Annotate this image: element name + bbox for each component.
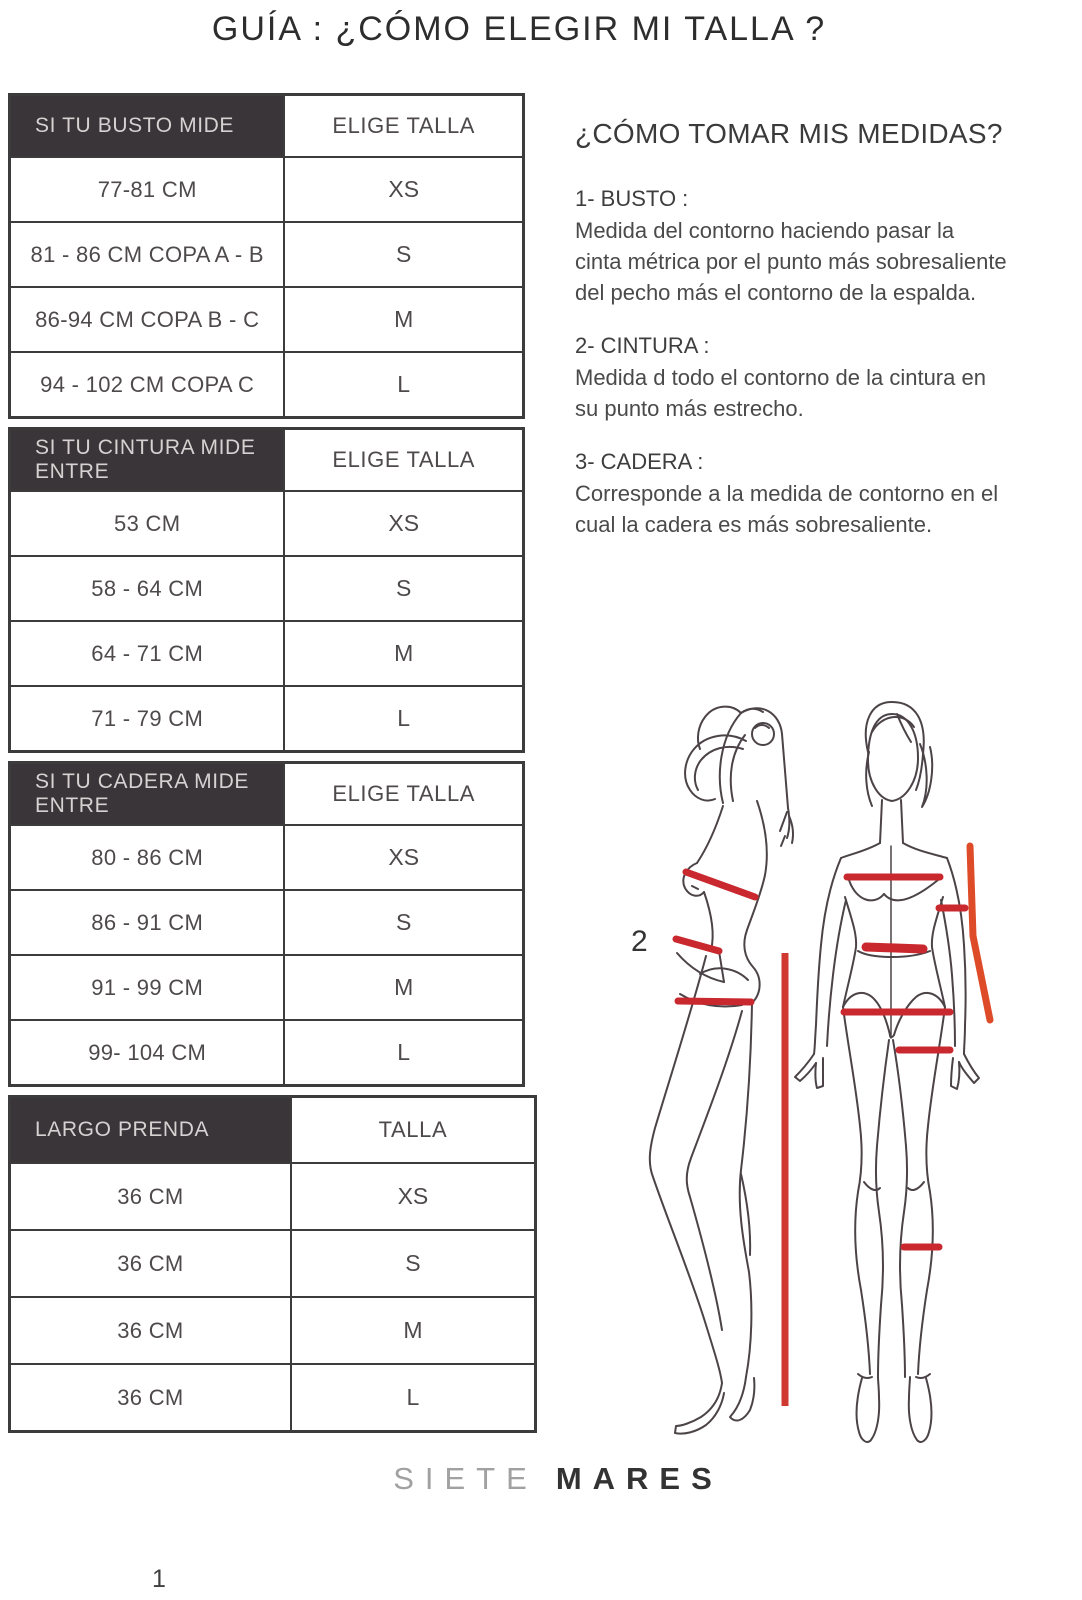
arm-length-line [970, 846, 990, 1020]
table-row [11, 685, 522, 750]
size-value: XS [388, 844, 420, 870]
size-value: L [397, 705, 411, 731]
bust-table-header [11, 96, 522, 156]
size-value: XS [388, 176, 420, 202]
bust-instruction-section [575, 186, 1033, 308]
hip-instruction-label: 3- CADERA : [575, 449, 704, 474]
hip-instruction-section [575, 449, 1033, 540]
size-value: M [403, 1317, 423, 1343]
measure-value: 91 - 99 CM [11, 956, 285, 1019]
table-row [11, 620, 522, 685]
table-row [11, 351, 522, 416]
bust-table-size-header: ELIGE TALLA [332, 113, 476, 138]
measure-value: 99- 104 CM [11, 1021, 285, 1084]
table-row [11, 889, 522, 954]
bust-size-table [8, 93, 525, 419]
size-value: S [396, 909, 412, 935]
waist-table-measure-header: SI TU CINTURA MIDE ENTRE [11, 430, 285, 490]
brand-logo [0, 1461, 1082, 1497]
measure-value: 77-81 CM [11, 158, 285, 221]
table-row [11, 954, 522, 1019]
hip-instruction-line: Corresponde a la medida de contorno en el [575, 481, 999, 506]
measure-value: 36 CM [11, 1298, 292, 1363]
measurement-figures-illustration [560, 680, 1082, 1520]
measure-value: 53 CM [11, 492, 285, 555]
bust-table-measure-header: SI TU BUSTO MIDE [11, 96, 285, 156]
measure-value: 64 - 71 CM [11, 622, 285, 685]
measure-value: 36 CM [11, 1164, 292, 1229]
size-value: M [394, 974, 414, 1000]
waist-instruction-label: 2- CINTURA : [575, 333, 710, 358]
table-row [11, 490, 522, 555]
garment-length-table [8, 1095, 537, 1433]
table-row [11, 1019, 522, 1084]
bust-instruction-label: 1- BUSTO : [575, 186, 689, 211]
table-row [11, 221, 522, 286]
waist-instruction-section [575, 333, 1033, 424]
garment-length-size-header: TALLA [378, 1117, 448, 1142]
measurement-lines [676, 872, 965, 1247]
garment-length-measure-header: LARGO PRENDA [11, 1098, 292, 1162]
hip-table-measure-header: SI TU CADERA MIDE ENTRE [11, 764, 285, 824]
size-value: S [405, 1250, 421, 1276]
size-value: S [396, 241, 412, 267]
size-value: L [397, 1039, 411, 1065]
hip-size-table [8, 761, 525, 1087]
table-row [11, 555, 522, 620]
table-row [11, 1363, 534, 1430]
waist-instruction-line: Medida d todo el contorno de la cintura en [575, 365, 986, 390]
measure-value: 94 - 102 CM COPA C [11, 353, 285, 416]
measure-value: 86-94 CM COPA B - C [11, 288, 285, 351]
waist-table-size-header: ELIGE TALLA [332, 447, 476, 472]
size-value: M [394, 306, 414, 332]
hip-table-size-header: ELIGE TALLA [332, 781, 476, 806]
size-value: L [406, 1384, 420, 1410]
brand-logo-first-word: SIETE [393, 1461, 538, 1496]
waist-size-table [8, 427, 525, 753]
table-row [11, 824, 522, 889]
bust-instruction-line: cinta métrica por el punto más sobresaliente [575, 249, 1007, 274]
waist-table-header [11, 430, 522, 490]
size-value: L [397, 371, 411, 397]
measure-value: 58 - 64 CM [11, 557, 285, 620]
brand-logo-second-word: MARES [555, 1461, 723, 1496]
table-row [11, 1296, 534, 1363]
front-view-figure-sketch [795, 702, 979, 1442]
measure-value: 80 - 86 CM [11, 826, 285, 889]
garment-length-table-header [11, 1098, 534, 1162]
instructions-heading: ¿CÓMO TOMAR MIS MEDIDAS? [575, 118, 1003, 149]
table-row [11, 1229, 534, 1296]
size-value: XS [397, 1183, 429, 1209]
hip-instruction-line: cual la cadera es más sobresaliente. [575, 512, 933, 537]
size-value: M [394, 640, 414, 666]
measure-value: 36 CM [11, 1365, 292, 1430]
bust-instruction-line: del pecho más el contorno de la espalda. [575, 280, 977, 305]
table-row [11, 156, 522, 221]
table-row [11, 286, 522, 351]
size-value: S [396, 575, 412, 601]
page-number: 1 [152, 1565, 166, 1593]
measure-value: 86 - 91 CM [11, 891, 285, 954]
measure-value: 71 - 79 CM [11, 687, 285, 750]
measure-value: 36 CM [11, 1231, 292, 1296]
measuring-instructions [575, 118, 1033, 565]
side-view-figure-sketch [650, 707, 793, 1434]
table-row [11, 1162, 534, 1229]
bust-instruction-line: Medida del contorno haciendo pasar la [575, 218, 955, 243]
measure-value: 81 - 86 CM COPA A - B [11, 223, 285, 286]
hip-table-header [11, 764, 522, 824]
waist-instruction-line: su punto más estrecho. [575, 396, 804, 421]
size-value: XS [388, 510, 420, 536]
waist-callout-label: 2 [631, 925, 648, 958]
page-title: GUÍA : ¿CÓMO ELEGIR MI TALLA ? [211, 10, 827, 48]
